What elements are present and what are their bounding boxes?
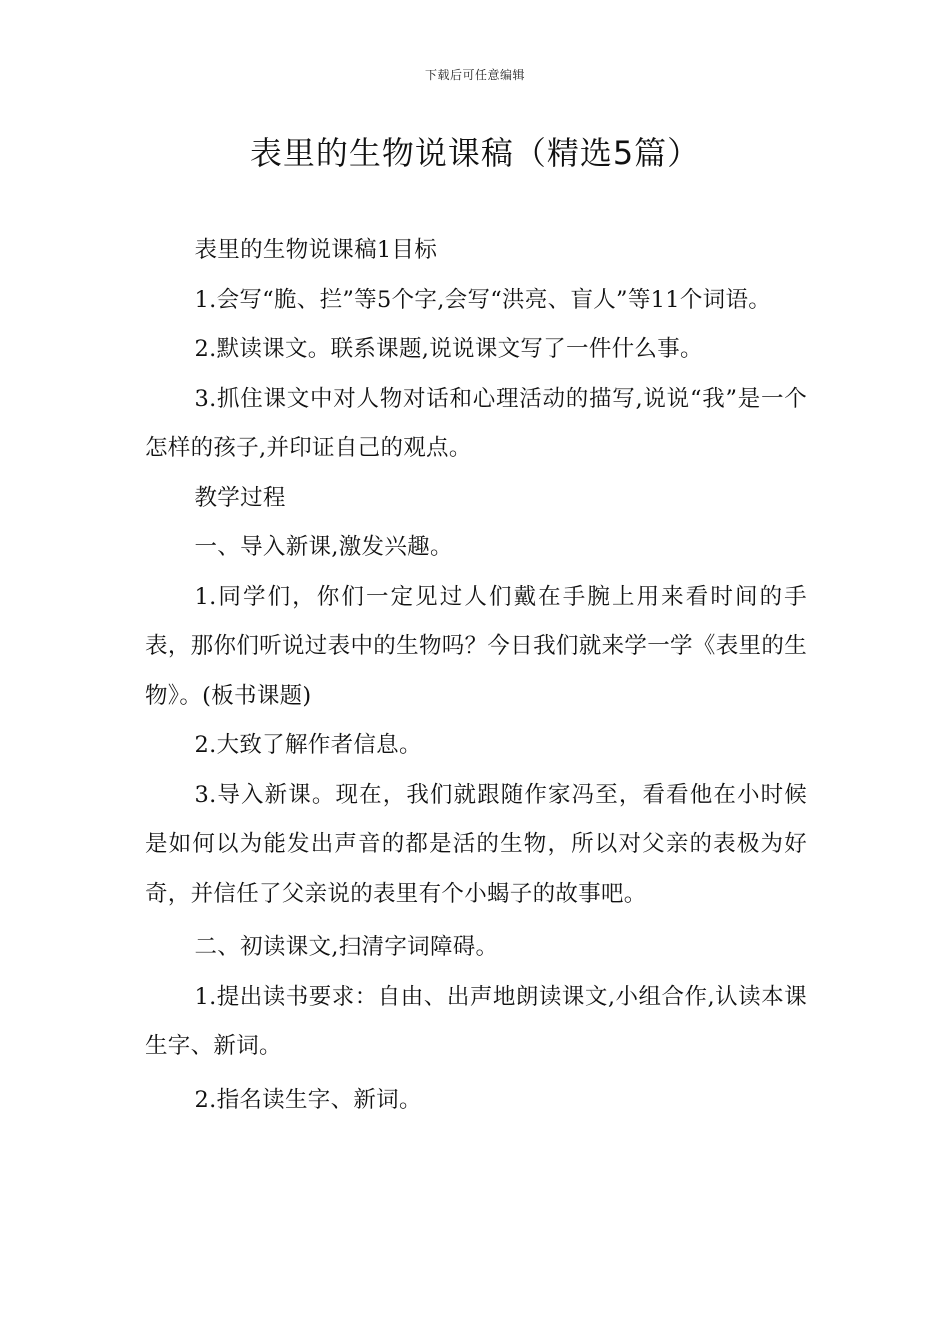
header-note: 下载后可任意编辑 bbox=[424, 68, 525, 82]
paragraph-part-1-heading: 一、导入新课,激发兴趣。 bbox=[194, 534, 453, 560]
document-body bbox=[145, 226, 807, 1125]
paragraph-part-1-step-1: 1.同学们，你们一定见过人们戴在手腕上用来看时间的手表，那你们听说过表中的生物吗？今日我们就来学一学《表里的生物》。(板书课题) bbox=[145, 583, 807, 709]
paragraph-part-2-heading: 二、初读课文,扫清字词障碍。 bbox=[194, 934, 499, 960]
paragraph-part-2-step-1: 1.提出读书要求：自由、出声地朗读课文,小组合作,认读本课生字、新词。 bbox=[145, 983, 807, 1059]
paragraph-goal-1: 1.会写“脆、拦”等5个字,会写“洪亮、盲人”等11个词语。 bbox=[194, 286, 772, 313]
paragraph-goal-2: 2.默读课文。联系课题,说说课文写了一件什么事。 bbox=[194, 336, 703, 362]
paragraph-part-2-step-2: 2.指名读生字、新词。 bbox=[194, 1086, 422, 1113]
document-title: 表里的生物说课稿（精选5篇） bbox=[249, 134, 701, 172]
paragraph-teaching-process: 教学过程 bbox=[194, 484, 286, 511]
paragraph-goal-3: 3.抓住课文中对人物对话和心理活动的描写,说说“我”是一个怎样的孩子,并印证自己的观点。 bbox=[145, 385, 807, 461]
paragraph-section-heading: 表里的生物说课稿1目标 bbox=[194, 237, 438, 263]
paragraph-part-1-step-2: 2.大致了解作者信息。 bbox=[194, 732, 422, 758]
paragraph-part-1-step-3: 3.导入新课。现在，我们就跟随作家冯至，看看他在小时候是如何以为能发出声音的都是活的生物，所以对父亲的表极为好奇，并信任了父亲说的表里有个小蝎子的故事吧。 bbox=[145, 781, 807, 907]
